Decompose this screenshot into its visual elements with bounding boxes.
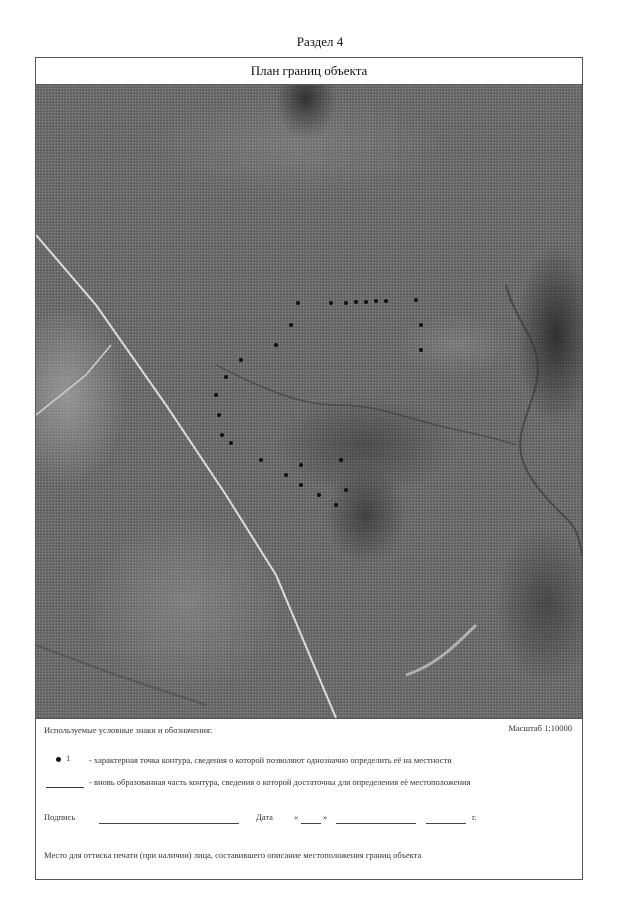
date-year-line <box>426 823 466 824</box>
line-description: - вновь образованная часть контура, сведения о которой достаточны для определения её местоположения <box>89 777 471 787</box>
legend-title: Используемые условные знаки и обозначения: <box>44 725 213 735</box>
date-label: Дата <box>256 812 273 822</box>
signature-row <box>44 812 574 826</box>
year-suffix: г. <box>472 812 477 822</box>
boundary-point-icon <box>56 757 61 762</box>
boundary-line-icon <box>46 787 84 788</box>
plan-frame <box>35 57 583 880</box>
date-quote-close: » <box>323 812 328 822</box>
date-quote-open: « <box>294 812 299 822</box>
map-image <box>36 85 582 718</box>
signature-line <box>99 823 239 824</box>
satellite-map <box>36 85 582 719</box>
legend-area <box>36 719 582 879</box>
date-day-line <box>301 823 321 824</box>
point-number: 1 <box>66 753 71 763</box>
signature-label: Подпись <box>44 812 76 822</box>
stamp-text: Место для оттиска печати (при наличии) лица, составившего описание местоположения границ объекта <box>44 850 422 860</box>
map-scale: Масштаб 1:10000 <box>508 723 572 733</box>
date-month-line <box>336 823 416 824</box>
section-title: Раздел 4 <box>296 34 344 49</box>
point-description: - характерная точка контура, сведения о которой позволяют однозначно определить её на местности <box>89 755 452 765</box>
plan-title: План границ объекта <box>36 58 582 85</box>
